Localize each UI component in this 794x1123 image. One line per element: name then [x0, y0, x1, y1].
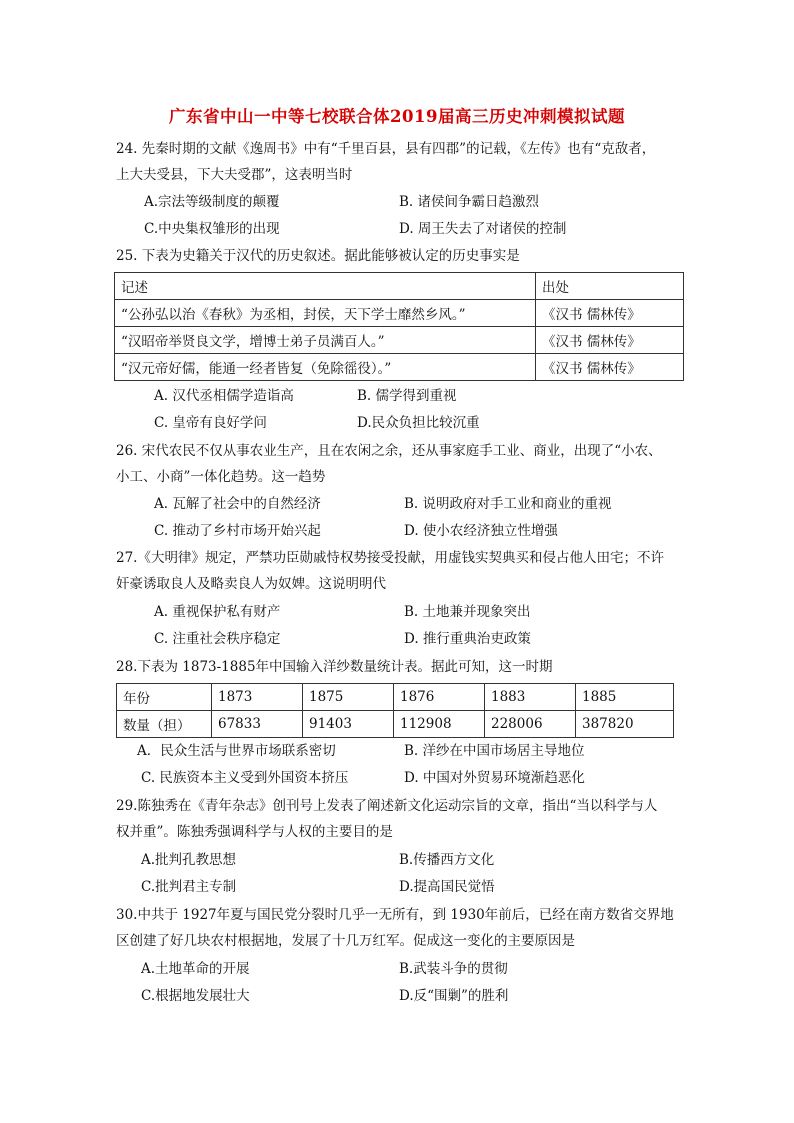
question-24-stem-line-1: 24. 先秦时期的文献《逸周书》中有“千里百县，县有四郡”的记载，《左传》也有“克敌者，: [116, 141, 656, 157]
table-row: [115, 300, 684, 327]
table-cell: 《汉书 儒林传》: [536, 327, 684, 354]
table-row: [115, 354, 684, 381]
table-cell: “汉元帝好儒，能通一经者皆复（免除徭役）。”: [115, 354, 536, 381]
question-24-option-c: C.中央集权雏形的出现: [144, 221, 280, 237]
table-cell: 67833: [212, 711, 303, 738]
table-row: [117, 684, 674, 711]
table-cell: 数量（担）: [117, 711, 212, 738]
question-29-option-d: D.提高国民觉悟: [399, 879, 495, 895]
table-cell: 1885: [576, 684, 674, 711]
table-cell: 1875: [303, 684, 394, 711]
table-cell: 387820: [576, 711, 674, 738]
question-25-option-a: A. 汉代丞相儒学造诣高: [154, 388, 294, 404]
question-25-stem: 25. 下表为史籍关于汉代的历史叙述。据此能够被认定的历史事实是: [116, 248, 520, 264]
table-header-cell: 记述: [115, 273, 536, 300]
question-26-stem-line-2: 小工、小商”一体化趋势。这一趋势: [116, 469, 326, 485]
table-cell: “公孙弘以治《春秋》为丞相，封侯，天下学士靡然乡风。”: [115, 300, 536, 327]
question-25-option-b: B. 儒学得到重视: [357, 388, 457, 404]
table-cell: 228006: [485, 711, 576, 738]
question-30-stem-line-2: 区创建了好几块农村根据地，发展了十几万红军。促成这一变化的主要原因是: [116, 933, 575, 949]
question-29-option-c: C.批判君主专制: [141, 879, 237, 895]
question-27-option-a: A. 重视保护私有财产: [154, 604, 281, 620]
question-28-option-b: B. 洋纱在中国市场居主导地位: [404, 743, 585, 759]
question-27-option-b: B. 土地兼并现象突出: [404, 604, 531, 620]
question-28-option-c: C. 民族资本主义受到外国资本挤压: [141, 770, 349, 786]
table-cell: “汉昭帝举贤良文学，增博士弟子员满百人。”: [115, 327, 536, 354]
table-row: [117, 711, 674, 738]
question-30-stem-line-1: 30.中共于 1927年夏与国民党分裂时几乎一无所有，到 1930年前后，已经在南方数省交界地: [116, 907, 674, 923]
question-27-stem-line-2: 奸豪诱取良人及略卖良人为奴婢。这说明明代: [116, 576, 386, 592]
table-header-row: [115, 273, 684, 300]
question-30-option-c: C.根据地发展壮大: [141, 988, 250, 1004]
table-cell: 1876: [394, 684, 485, 711]
question-28-stem: 28.下表为 1873-1885年中国输入洋纱数量统计表。据此可知，这一时期: [116, 659, 553, 675]
question-27-option-d: D. 推行重典治吏政策: [404, 631, 531, 647]
question-30-option-b: B.武装斗争的贯彻: [399, 961, 508, 977]
question-28-table: [116, 683, 674, 738]
question-25-option-d: D.民众负担比较沉重: [357, 415, 480, 431]
question-29-stem-line-1: 29.陈独秀在《青年杂志》创刊号上发表了阐述新文化运动宗旨的文章，指出“当以科学与人: [116, 798, 658, 814]
table-cell: 《汉书 儒林传》: [536, 354, 684, 381]
question-28-option-a: A．民众生活与世界市场联系密切: [137, 743, 336, 759]
table-cell: 年份: [117, 684, 212, 711]
question-24-option-a: A.宗法等级制度的颠覆: [144, 194, 280, 210]
table-cell: 112908: [394, 711, 485, 738]
table-row: [115, 327, 684, 354]
table-cell: 1873: [212, 684, 303, 711]
question-25-option-c: C. 皇帝有良好学问: [154, 415, 267, 431]
question-27-stem-line-1: 27.《大明律》规定，严禁功臣勋戚恃权势接受投献，用虚钱实契典买和侵占他人田宅；不许: [116, 550, 664, 566]
table-cell: 91403: [303, 711, 394, 738]
question-26-option-c: C. 推动了乡村市场开始兴起: [154, 523, 321, 539]
question-29-stem-line-2: 权并重”。陈独秀强调科学与人权的主要目的是: [116, 824, 393, 840]
page-title: 广东省中山一中等七校联合体2019届高三历史冲刺模拟试题: [169, 107, 625, 126]
question-30-option-d: D.反“围剿”的胜利: [399, 988, 509, 1004]
question-26-option-a: A. 瓦解了社会中的自然经济: [154, 496, 321, 512]
table-cell: 1883: [485, 684, 576, 711]
question-26-stem-line-1: 26. 宋代农民不仅从事农业生产，且在农闲之余，还从事家庭手工业、商业，出现了“小农、: [116, 443, 662, 459]
table-header-cell: 出处: [536, 273, 684, 300]
question-29-option-a: A.批判孔教思想: [141, 852, 237, 868]
question-27-option-c: C. 注重社会秩序稳定: [154, 631, 281, 647]
question-24-stem-line-2: 上大夫受县，下大夫受郡”，这表明当时: [116, 167, 353, 183]
question-29-option-b: B.传播西方文化: [399, 852, 495, 868]
question-24-option-b: B. 诸侯间争霸日趋激烈: [399, 194, 540, 210]
question-24-option-d: D. 周王失去了对诸侯的控制: [399, 221, 567, 237]
question-26-option-b: B. 说明政府对手工业和商业的重视: [404, 496, 612, 512]
question-30-option-a: A.土地革命的开展: [141, 961, 250, 977]
table-cell: 《汉书 儒林传》: [536, 300, 684, 327]
question-26-option-d: D. 使小农经济独立性增强: [404, 523, 558, 539]
question-28-option-d: D. 中国对外贸易环境渐趋恶化: [404, 770, 585, 786]
question-25-table: [114, 272, 684, 381]
